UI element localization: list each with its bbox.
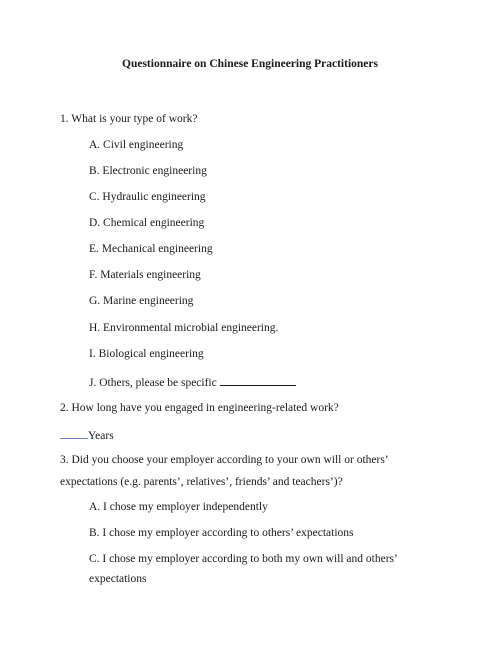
q1-option-e: E. Mechanical engineering — [89, 243, 213, 255]
q1-option-b: B. Electronic engineering — [89, 165, 207, 177]
question-2: 2. How long have you engaged in engineering-related work? — [60, 402, 339, 414]
q1-option-g: G. Marine engineering — [89, 295, 194, 307]
q2-years-label: Years — [88, 430, 114, 442]
q1-option-j — [89, 374, 296, 390]
question-3-line2: expectations (e.g. parents’, relatives’, friends’ and teachers’)? — [60, 476, 343, 488]
question-3-line1: 3. Did you choose your employer according to your own will or others’ — [60, 454, 389, 466]
q3-option-c-line2: expectations — [89, 573, 147, 585]
q1-option-d: D. Chemical engineering — [89, 217, 205, 229]
question-1: 1. What is your type of work? — [60, 113, 198, 125]
q1-option-j-label: J. Others, please be specific — [89, 377, 217, 389]
q2-years-blank — [60, 427, 88, 439]
q3-option-c: C. I chose my employer according to both my own will and others’ — [89, 553, 398, 565]
q1-option-i: I. Biological engineering — [89, 348, 204, 360]
q1-option-f: F. Materials engineering — [89, 269, 201, 281]
q2-answer-line — [60, 427, 114, 443]
q1-option-h: H. Environmental microbial engineering. — [89, 322, 279, 334]
q1-option-a: A. Civil engineering — [89, 139, 184, 151]
q3-option-a: A. I chose my employer independently — [89, 501, 268, 513]
q1-option-c: C. Hydraulic engineering — [89, 191, 206, 203]
q1-other-blank — [220, 374, 296, 386]
page-title: Questionnaire on Chinese Engineering Practitioners — [122, 58, 378, 70]
q3-option-b: B. I chose my employer according to others’ expectations — [89, 527, 354, 539]
